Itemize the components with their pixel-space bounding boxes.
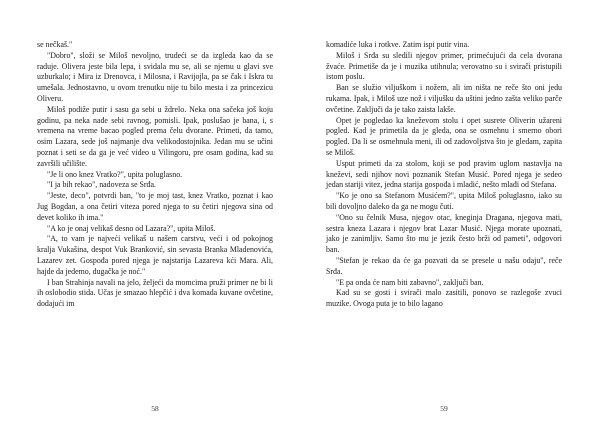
paragraph: Miloš i Srđa su sledili njegov primer, primećujući da cela dvorana žvaće. Primetiše da je i muzika utihnula; verovatno su i svirači pristupili istom poslu.	[326, 50, 562, 82]
paragraph: "Stefan je rekao da će ga pozvati da se presele u našu odaju", reče Srđa.	[326, 255, 562, 276]
paragraph: "A ko je onaj velikaš desno od Lazara?", upita Miloš.	[47, 223, 216, 233]
left-page-text	[37, 40, 273, 310]
right-page-text	[326, 40, 562, 310]
paragraph: Miloš podiže putir i sasu ga sebi u ždrelo. Neka ona sačeka još koju godinu, pa neka nađe sebi ravnog, pomisli. Ipak, poslušao je bana, i, s vremena na vreme bacao pogled prema čelu dvorane. Primeti, da tamo, osim Lazara, sede još najmanje dva velikodostojnika. Jedan mu se učini poznat i seti se da ga je već video u Vilingoru, pre osam godina, kad su završili učilište.	[37, 104, 273, 168]
paragraph: komadiće luka i rotkve. Zatim ispi putir vina.	[326, 40, 470, 49]
paragraph: Usput primeti da za stolom, koji se pod pravim uglom nastavlja na kneževi, sedi njihov novi poznanik Stefan Musić. Pored njega je sedeo jedan stariji vitez, jedna starija gospođa i mladić, nešto mlađi od Stefana.	[326, 158, 562, 190]
paragraph: I ban Strahinja navali na jelo, željeći da momcima pruži primer ne bi li ih oslobodio stida. Učas je smazao hlepčić i dva komada kuvane ovčetine, dodajući im	[37, 277, 273, 309]
paragraph: "Dobro", složi se Miloš nevoljno, trudeći se da izgleda kao da se raduje. Olivera jeste bila lepa, i svidala mu se, ali se njemu u glavi sve uzburkalo; i Mira iz Drenovca, i Milosna, i Ravijojla, pa se čak i Iskra tu umešala. Jednostavno, u ovom trenutku nije tu bilo mesta i za princezicu Oliveru.	[37, 50, 273, 103]
paragraph: "Ono su čelnik Musa, njegov otac, kneginja Dragana, njegova mati, sestra kneza Lazara i njegov brat Lazar Musić. Njega morate upoznati, jako je zanimljiv. Samo što mu je jezik često brži od pameti", odgovori ban.	[326, 212, 562, 255]
paragraph: se nečkaš."	[37, 40, 73, 49]
paragraph: "Ko je ono sa Stefanom Musićem?", upita Miloš poluglasno, iako su bili dovoljno daleko da ga ne mogu čuti.	[326, 191, 562, 211]
paragraph: Kad su se gosti i svirači malo zasitili, ponovo se razlegoše zvuci muzike. Ovoga puta je to bilo lagano	[326, 288, 562, 309]
paragraph: "A, to vam je najveći velikaš u našem carstvu, veći i od pokojnog kralja Vukašina, despot Vuk Branković, sin sevasta Branka Mladenovića, Lazarev zet. Gospođa pored njega je najstarija Lazareva kći Mara. Ali, hajde da jedemo, dugačka je noć."	[37, 234, 273, 276]
paragraph: Ban se služio viljuškom i nožem, ali im ništa ne reče što oni jedu rukama. Ipak, i Miloš uze nož i viljušku da uštini jedno zašta veliko parče ovčetine. Zaključi da je tako zaista lakše.	[326, 83, 562, 114]
paragraph: "E pa onda će nam biti zabavno", zaključi ban.	[336, 277, 484, 287]
right-page	[300, 0, 600, 424]
page-number: 58	[151, 404, 159, 413]
paragraph: "I ja bih rekao", nadoveza se Srđa.	[47, 180, 156, 190]
paragraph: Opet je pogledao ka kneževom stolu i opet susrete Oliverin užareni pogled. Kad je primetila da je gleda, ona se osmehnu i smerno obori pogled. Da li se osmehnula meni, ili od zadovoljstva što je gledam, zapita se Miloš.	[326, 115, 562, 157]
paragraph: "Jeste, deco", potvrdi ban, "to je moj tast, knez Vratko, poznat i kao Jug Bogdan, a ona četiri viteza pored njega to su četiri njegova sina od devet koliko ih ima."	[37, 191, 273, 222]
paragraph: "Je li ono knez Vratko?", upita poluglasno.	[47, 169, 183, 179]
page-number: 59	[440, 404, 448, 413]
